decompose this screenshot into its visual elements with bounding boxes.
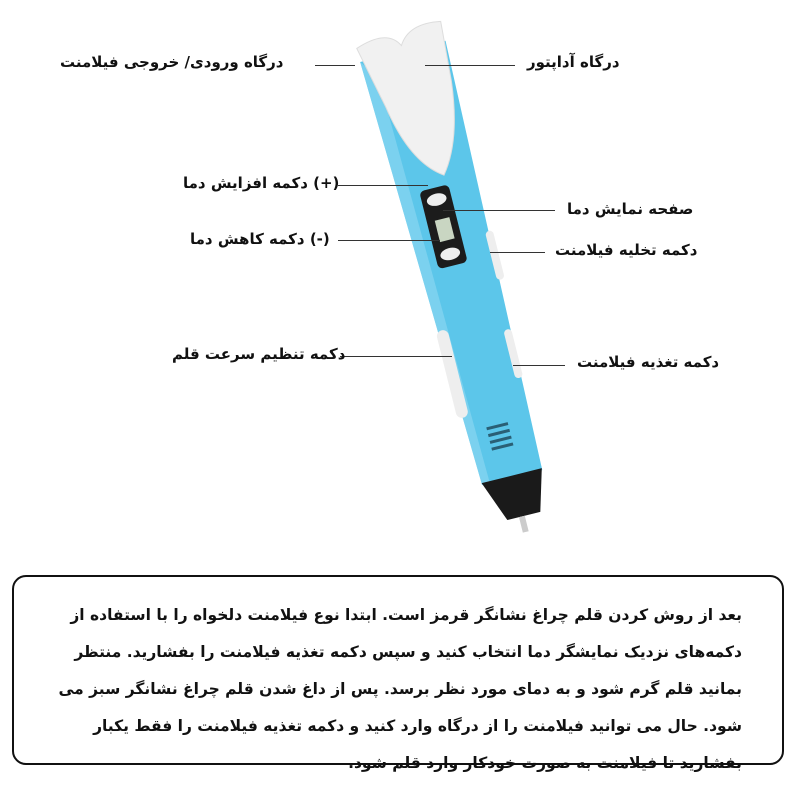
instructions-text: بعد از روش کردن قلم چراغ نشانگر قرمز است. ابتدا نوع فیلامنت دلخواه را با استفاده از دکمه‌های نزدیک نمایشگر دما انتخاب کنید و سپس دکمه تغذیه فیلامنت را بفشارید. منتظر بمانید قلم گرم شود و به دمای مورد نظر برسد. پس از داغ شدن قلم چراغ نشانگر سبز می شود. حال می توانید فیلامنت را از درگاه وارد کنید و دکمه تغذیه فیلامنت را فقط یکبار بفشارید تا فیلامنت به صورت خودکار وارد قلم شود. <box>58 606 742 772</box>
leader-line <box>490 252 545 253</box>
label-filament-port: درگاه ورودی/ خروجی فیلامنت <box>60 53 284 71</box>
leader-line <box>338 185 428 186</box>
label-filament-feed: دکمه تغذیه فیلامنت <box>577 353 720 371</box>
leader-line <box>425 65 515 66</box>
label-temp-decrease: (-) دکمه کاهش دما <box>190 230 330 248</box>
label-adapter-port: درگاه آداپتور <box>527 53 620 71</box>
leader-line <box>338 240 440 241</box>
leader-line <box>340 356 452 357</box>
label-temp-increase: (+) دکمه افزایش دما <box>183 174 340 192</box>
label-filament-unload: دکمه تخلیه فیلامنت <box>555 241 698 259</box>
label-temp-display: صفحه نمایش دما <box>567 200 694 218</box>
leader-line <box>513 365 565 366</box>
label-speed-adjust: دکمه تنظیم سرعت قلم <box>172 345 346 363</box>
instructions-box <box>12 575 784 772</box>
leader-line <box>443 210 555 211</box>
leader-line <box>315 65 355 66</box>
